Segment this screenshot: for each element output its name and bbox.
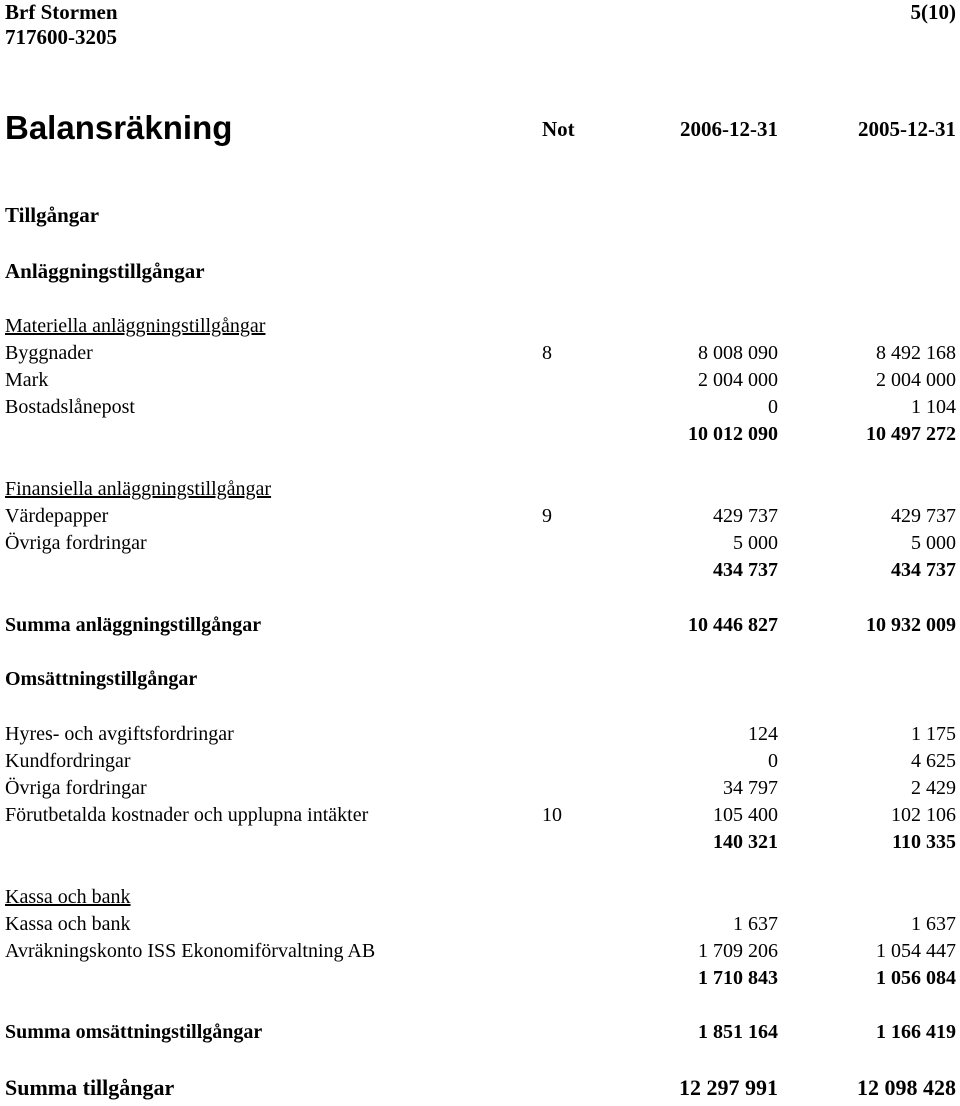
current-subtotal-2005: 110 335: [892, 831, 956, 853]
table-row-note: 9: [542, 505, 552, 527]
table-row-value-2005: 2 429: [911, 777, 956, 799]
table-row-label: Övriga fordringar: [5, 532, 147, 554]
total-assets-label: Summa tillgångar: [5, 1075, 175, 1100]
table-row-value-2005: 2 004 000: [876, 369, 956, 391]
table-row-label: Byggnader: [5, 342, 93, 364]
cash-subtotal-2005: 1 056 084: [876, 967, 956, 989]
current-subtotal-2006: 140 321: [713, 831, 778, 853]
org-number: 717600-3205: [5, 25, 117, 49]
cash-subtotal-2006: 1 710 843: [698, 967, 778, 989]
financial-assets-heading: Finansiella anläggningstillgångar: [5, 478, 272, 500]
table-row-value-2006: 8 008 090: [698, 342, 778, 364]
financial-subtotal-2005: 434 737: [891, 559, 956, 581]
org-name: Brf Stormen: [5, 0, 118, 24]
table-row-value-2006: 5 000: [733, 532, 778, 554]
table-row-label: Kassa och bank: [5, 913, 131, 935]
table-row-value-2006: 429 737: [713, 505, 778, 527]
table-row-value-2006: 124: [748, 723, 778, 745]
table-row-value-2005: 4 625: [911, 750, 956, 772]
table-row-label: Avräkningskonto ISS Ekonomiförvaltning AB: [5, 940, 376, 962]
table-row-label: Bostadslånepost: [5, 396, 135, 418]
current-assets-total-label: Summa omsättningstillgångar: [5, 1021, 263, 1043]
current-assets-total-2005: 1 166 419: [876, 1021, 956, 1043]
table-row-value-2006: 2 004 000: [698, 369, 778, 391]
table-row-value-2005: 1 104: [911, 396, 956, 418]
table-row-value-2005: 1 637: [911, 913, 956, 935]
current-assets-total-2006: 1 851 164: [698, 1021, 778, 1043]
table-row-value-2005: 1 054 447: [876, 940, 956, 962]
table-row-note: 8: [542, 342, 552, 364]
table-row-value-2006: 34 797: [723, 777, 778, 799]
table-row-value-2006: 105 400: [713, 804, 778, 826]
table-row-label: Kundfordringar: [5, 750, 131, 772]
fixed-assets-total-2006: 10 446 827: [688, 614, 778, 636]
table-row-value-2005: 5 000: [911, 532, 956, 554]
table-row-label: Värdepapper: [5, 505, 109, 527]
table-row-value-2005: 1 175: [911, 723, 956, 745]
table-row-value-2005: 102 106: [891, 804, 956, 826]
page-number: 5(10): [910, 0, 956, 24]
table-row-label: Hyres- och avgiftsfordringar: [5, 723, 234, 745]
table-row-value-2006: 0: [768, 396, 778, 418]
tangible-assets-heading: Materiella anläggningstillgångar: [5, 315, 266, 337]
fixed-assets-total-2005: 10 932 009: [866, 614, 956, 636]
total-assets-2005: 12 098 428: [857, 1075, 956, 1100]
column-header-2005: 2005-12-31: [858, 117, 956, 141]
table-row-label: Förutbetalda kostnader och upplupna intäkter: [5, 804, 369, 826]
tangible-subtotal-2005: 10 497 272: [866, 423, 956, 445]
table-row-note: 10: [542, 804, 562, 826]
table-row-value-2005: 8 492 168: [876, 342, 956, 364]
column-header-note: Not: [542, 117, 575, 141]
table-row-label: Mark: [5, 369, 49, 391]
current-assets-heading: Omsättningstillgångar: [5, 668, 198, 690]
total-assets-2006: 12 297 991: [679, 1075, 778, 1100]
financial-subtotal-2006: 434 737: [713, 559, 778, 581]
assets-heading: Tillgångar: [5, 203, 100, 227]
cash-heading: Kassa och bank: [5, 886, 131, 908]
table-row-value-2005: 429 737: [891, 505, 956, 527]
table-row-value-2006: 1 709 206: [698, 940, 778, 962]
table-row-label: Övriga fordringar: [5, 777, 147, 799]
fixed-assets-total-label: Summa anläggningstillgångar: [5, 614, 262, 636]
fixed-assets-heading: Anläggningstillgångar: [5, 259, 205, 283]
page-title: Balansräkning: [5, 109, 233, 146]
column-header-2006: 2006-12-31: [680, 117, 778, 141]
tangible-subtotal-2006: 10 012 090: [688, 423, 778, 445]
table-row-value-2006: 1 637: [733, 913, 778, 935]
table-row-value-2006: 0: [768, 750, 778, 772]
